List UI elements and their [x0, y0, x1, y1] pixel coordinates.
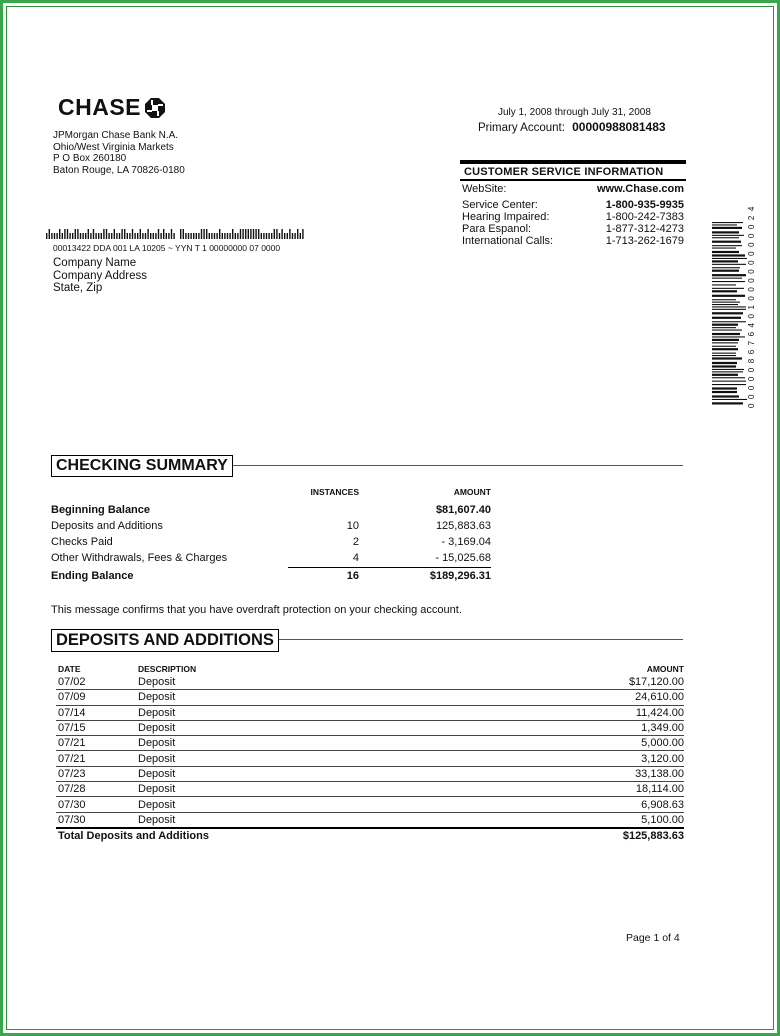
- barcode-bar: [712, 290, 737, 292]
- table-row: [56, 675, 684, 690]
- barcode-bar: [163, 229, 164, 239]
- barcode-bar: [155, 233, 156, 239]
- barcode-bar: [242, 229, 243, 239]
- barcode-bar: [712, 342, 738, 343]
- barcode-bar: [276, 229, 277, 239]
- deposits-header: [51, 629, 683, 652]
- barcode-bar: [712, 330, 742, 331]
- website-label: WebSite:: [462, 183, 507, 195]
- bank-address-line: P O Box 260180: [53, 153, 127, 164]
- row-date: 07/09: [58, 691, 86, 704]
- barcode-bar: [150, 233, 151, 239]
- chase-octagon-icon: [145, 98, 165, 118]
- barcode-bar: [147, 229, 148, 239]
- barcode-bar: [712, 312, 743, 314]
- row-date: 07/30: [58, 798, 86, 811]
- service-row: [460, 223, 686, 235]
- barcode-bar: [712, 281, 745, 282]
- barcode-bar: [712, 377, 745, 378]
- barcode-bar: [214, 233, 215, 239]
- barcode-bar: [185, 233, 186, 239]
- barcode-bar: [300, 233, 301, 239]
- barcode-bar: [250, 229, 251, 239]
- barcode-bar: [268, 233, 269, 239]
- barcode-bar: [712, 235, 744, 236]
- barcode-bar: [712, 295, 745, 297]
- barcode-bar: [201, 229, 202, 239]
- barcode-bar: [281, 229, 282, 239]
- row-date: 07/14: [58, 706, 86, 719]
- barcode-bar: [145, 233, 146, 239]
- row-amount: 24,610.00: [635, 691, 684, 704]
- barcode-bar: [196, 233, 197, 239]
- table-row: [56, 690, 684, 705]
- barcode-bar: [137, 233, 138, 239]
- barcode-bar: [206, 229, 207, 239]
- row-amount: - 3,169.04: [441, 536, 491, 548]
- row-amount: 5,000.00: [641, 737, 684, 750]
- mailing-address-line: Company Name: [53, 257, 137, 269]
- col-description: DESCRIPTION: [138, 663, 197, 674]
- section-title: CHECKING SUMMARY: [51, 455, 233, 477]
- row-amount: 5,100.00: [641, 813, 684, 826]
- barcode-bar: [712, 270, 739, 272]
- barcode-bar: [90, 233, 91, 239]
- barcode-bar: [158, 229, 159, 239]
- barcode-bar: [160, 233, 161, 239]
- row-description: Deposit: [138, 767, 176, 780]
- barcode-bar: [77, 229, 78, 239]
- page-number: Page 1 of 4: [626, 932, 680, 944]
- mailing-address-line: State, Zip: [53, 282, 103, 294]
- barcode-bar: [712, 324, 738, 326]
- row-description: Deposit: [138, 783, 176, 796]
- barcode-bar: [166, 233, 167, 239]
- barcode-bar: [237, 233, 238, 239]
- customer-service-box: [460, 160, 686, 247]
- barcode-bar: [209, 233, 210, 239]
- row-description: Deposit: [138, 813, 176, 826]
- primary-account-label: Primary Account:: [478, 122, 565, 134]
- barcode-bar: [127, 233, 128, 239]
- row-amount: 18,114.00: [635, 783, 684, 796]
- barcode-bar: [261, 233, 262, 239]
- row-date: 07/30: [58, 813, 86, 826]
- barcode-bar: [712, 391, 737, 393]
- overdraft-message: This message confirms that you have overdraft protection on your checking account.: [51, 604, 462, 616]
- postal-barcode: [46, 228, 308, 240]
- row-label: Checks Paid: [51, 536, 113, 548]
- barcode-bar: [75, 229, 76, 239]
- barcode-bar: [712, 248, 736, 249]
- barcode-bar: [119, 233, 120, 239]
- barcode-bar: [59, 229, 60, 239]
- barcode-bar: [168, 233, 169, 239]
- barcode-bar: [287, 233, 288, 239]
- mailing-address-line: Company Address: [53, 269, 147, 282]
- row-instances: 4: [352, 552, 359, 564]
- row-label: Deposits and Additions: [51, 520, 163, 532]
- side-barcode-number: 00000867640100000000024: [747, 202, 756, 408]
- primary-account: [478, 120, 666, 134]
- barcode-bar: [297, 229, 298, 239]
- website-row: [460, 183, 686, 195]
- service-label: Para Espanol:: [462, 223, 532, 235]
- barcode-bar: [229, 233, 230, 239]
- barcode-bar: [271, 233, 272, 239]
- bank-address: [53, 130, 253, 176]
- barcode-bar: [712, 336, 745, 337]
- barcode-bar: [712, 321, 746, 322]
- table-row: [56, 751, 684, 766]
- service-row: [460, 235, 686, 247]
- barcode-bar: [62, 233, 63, 239]
- table-row: [51, 518, 491, 534]
- checking-summary-header: [51, 455, 683, 477]
- barcode-bar: [712, 267, 740, 268]
- bank-address-line: Baton Rouge, LA 70826-0180: [53, 164, 185, 176]
- barcode-bar: [101, 233, 102, 239]
- barcode-bar: [712, 374, 738, 376]
- service-value: 1-713-262-1679: [605, 235, 684, 247]
- barcode-bar: [134, 233, 135, 239]
- row-date: 07/28: [58, 783, 86, 796]
- row-label: Ending Balance: [51, 570, 134, 582]
- barcode-bar: [253, 229, 254, 239]
- barcode-bar: [712, 384, 746, 385]
- table-row: [51, 502, 491, 518]
- barcode-bar: [294, 233, 295, 239]
- row-amount: 11,424.00: [635, 706, 684, 719]
- service-label: International Calls:: [462, 235, 554, 247]
- barcode-bar: [712, 260, 738, 262]
- bank-address-line: JPMorgan Chase Bank N.A.: [53, 130, 179, 141]
- barcode-bar: [235, 233, 236, 239]
- barcode-bar: [712, 222, 743, 223]
- barcode-bar: [266, 233, 267, 239]
- barcode-bar: [216, 233, 217, 239]
- barcode-bar: [142, 233, 143, 239]
- service-value: 1-800-242-7383: [605, 211, 684, 223]
- barcode-bar: [222, 233, 223, 239]
- barcode-bar: [712, 381, 746, 382]
- barcode-bar: [712, 348, 738, 350]
- col-date: DATE: [58, 663, 81, 674]
- service-row: [460, 211, 686, 223]
- barcode-bar: [712, 254, 745, 256]
- row-amount: - 15,025.68: [435, 552, 491, 564]
- barcode-bar: [51, 233, 52, 239]
- row-date: 07/21: [58, 752, 86, 765]
- row-description: Deposit: [138, 752, 176, 765]
- barcode-bar: [712, 274, 746, 276]
- barcode-bar: [232, 229, 233, 239]
- row-label: Other Withdrawals, Fees & Charges: [51, 552, 228, 564]
- row-amount: 1,349.00: [641, 722, 684, 735]
- row-description: Deposit: [138, 706, 176, 719]
- row-amount: 3,120.00: [641, 752, 684, 765]
- barcode-bar: [712, 224, 737, 225]
- col-amount: AMOUNT: [453, 487, 491, 497]
- barcode-bar: [193, 233, 194, 239]
- total-row: [56, 827, 684, 843]
- table-row: [51, 534, 491, 550]
- table-row: [56, 721, 684, 736]
- barcode-bar: [712, 362, 737, 364]
- barcode-bar: [140, 229, 141, 239]
- row-description: Deposit: [138, 691, 176, 704]
- barcode-bar: [227, 233, 228, 239]
- barcode-bar: [712, 365, 736, 367]
- bank-address-line: Ohio/West Virginia Markets: [53, 141, 174, 153]
- barcode-bar: [712, 264, 746, 265]
- barcode-bar: [56, 233, 57, 239]
- barcode-bar: [116, 233, 117, 239]
- barcode-bar: [712, 357, 742, 359]
- barcode-bar: [219, 229, 220, 239]
- row-amount: $17,120.00: [628, 676, 684, 689]
- barcode-bar: [712, 402, 743, 404]
- service-row: [460, 199, 686, 211]
- row-label: Beginning Balance: [51, 504, 151, 516]
- barcode-bar: [292, 233, 293, 239]
- barcode-bar: [712, 333, 740, 335]
- barcode-bar: [712, 306, 746, 307]
- chase-logo: [58, 94, 165, 121]
- col-instances: INSTANCES: [310, 487, 359, 497]
- row-date: 07/23: [58, 767, 86, 780]
- service-label: Hearing Impaired:: [462, 211, 550, 223]
- barcode-bar: [712, 387, 737, 389]
- customer-service-title: CUSTOMER SERVICE INFORMATION: [464, 166, 664, 178]
- barcode-bar: [712, 399, 747, 400]
- website-link[interactable]: www.Chase.com: [596, 183, 684, 195]
- barcode-bar: [712, 346, 736, 347]
- barcode-bar: [712, 302, 740, 303]
- service-value: 1-877-312-4273: [605, 223, 684, 235]
- barcode-bar: [712, 241, 741, 243]
- table-header: [56, 662, 684, 675]
- barcode-bar: [712, 237, 739, 238]
- deposits-table: [56, 662, 684, 843]
- barcode-bar: [289, 229, 290, 239]
- barcode-bar: [46, 233, 47, 239]
- barcode-bar: [712, 309, 746, 310]
- row-instances: 2: [352, 536, 359, 548]
- total-label: Total Deposits and Additions: [58, 830, 209, 843]
- barcode-bar: [67, 229, 68, 239]
- table-header: [51, 486, 491, 498]
- col-amount: AMOUNT: [646, 663, 684, 674]
- barcode-bar: [95, 233, 96, 239]
- barcode-bar: [211, 233, 212, 239]
- barcode-bar: [712, 288, 744, 289]
- brand-name: CHASE: [58, 94, 142, 120]
- barcode-bar: [258, 229, 259, 239]
- barcode-bar: [171, 229, 172, 239]
- barcode-bar: [279, 233, 280, 239]
- barcode-bar: [64, 229, 65, 239]
- side-barcode: [712, 222, 752, 406]
- barcode-bar: [712, 299, 736, 300]
- barcode-bar: [245, 229, 246, 239]
- barcode-bar: [98, 233, 99, 239]
- table-row: [56, 706, 684, 721]
- row-instances: 16: [346, 570, 359, 582]
- barcode-bar: [121, 229, 122, 239]
- table-row: [56, 736, 684, 751]
- barcode-bar: [712, 317, 741, 319]
- statement-period: July 1, 2008 through July 31, 2008: [498, 107, 651, 118]
- barcode-bar: [132, 229, 133, 239]
- barcode-bar: [712, 355, 736, 356]
- barcode-bar: [302, 229, 303, 239]
- barcode-bar: [712, 227, 742, 229]
- barcode-bar: [129, 233, 130, 239]
- row-amount: 125,883.63: [435, 520, 491, 532]
- table-row: [51, 568, 491, 584]
- barcode-bar: [255, 229, 256, 239]
- service-label: Service Center:: [462, 199, 538, 211]
- mailing-address: [53, 257, 253, 295]
- barcode-bar: [712, 395, 739, 397]
- table-row: [56, 782, 684, 797]
- table-row: [56, 813, 684, 827]
- barcode-bar: [183, 229, 184, 239]
- table-row: [51, 550, 491, 566]
- barcode-bar: [80, 233, 81, 239]
- barcode-bar: [180, 229, 181, 239]
- checking-summary-table: [51, 486, 491, 584]
- barcode-bar: [274, 229, 275, 239]
- barcode-bar: [712, 371, 743, 372]
- barcode-bar: [712, 278, 742, 279]
- barcode-bar: [198, 233, 199, 239]
- barcode-bar: [712, 369, 744, 370]
- barcode-bar: [85, 233, 86, 239]
- barcode-bar: [124, 229, 125, 239]
- row-date: 07/21: [58, 737, 86, 750]
- barcode-bar: [69, 233, 70, 239]
- barcode-bar: [712, 284, 736, 285]
- barcode-bar: [188, 233, 189, 239]
- row-amount: $189,296.31: [429, 570, 491, 582]
- barcode-bar: [49, 229, 50, 239]
- section-title: DEPOSITS AND ADDITIONS: [51, 629, 279, 652]
- barcode-bar: [54, 233, 55, 239]
- row-amount: 33,138.00: [635, 767, 684, 780]
- barcode-bar: [153, 233, 154, 239]
- divider: [460, 179, 686, 181]
- barcode-bar: [263, 233, 264, 239]
- scan-line: 00013422 DDA 001 LA 10205 ~ YYN T 1 00000000 07 0000: [53, 243, 281, 253]
- primary-account-number: 00000988081483: [572, 120, 666, 134]
- barcode-bar: [203, 229, 204, 239]
- barcode-bar: [103, 229, 104, 239]
- barcode-bar: [190, 233, 191, 239]
- barcode-bar: [712, 339, 739, 341]
- row-description: Deposit: [138, 676, 176, 689]
- row-description: Deposit: [138, 798, 176, 811]
- row-description: Deposit: [138, 722, 176, 735]
- barcode-bar: [712, 304, 738, 305]
- service-value: 1-800-935-9935: [605, 199, 684, 211]
- barcode-bar: [106, 229, 107, 239]
- barcode-bar: [114, 229, 115, 239]
- barcode-bar: [712, 353, 736, 354]
- barcode-bar: [240, 229, 241, 239]
- table-row: [56, 767, 684, 782]
- row-date: 07/02: [58, 676, 86, 689]
- barcode-bar: [82, 233, 83, 239]
- table-row: [56, 797, 684, 812]
- barcode-bar: [248, 229, 249, 239]
- barcode-bar: [712, 231, 739, 233]
- row-amount: 6,908.63: [641, 798, 684, 811]
- row-description: Deposit: [138, 737, 176, 750]
- barcode-bar: [712, 258, 747, 259]
- barcode-bar: [173, 233, 174, 239]
- row-instances: 10: [346, 520, 359, 532]
- barcode-bar: [88, 229, 89, 239]
- barcode-bar: [72, 233, 73, 239]
- barcode-bar: [111, 233, 112, 239]
- barcode-bar: [93, 229, 94, 239]
- barcode-bar: [712, 245, 742, 246]
- row-amount: $81,607.40: [435, 504, 491, 516]
- barcode-bar: [284, 233, 285, 239]
- barcode-bar: [108, 233, 109, 239]
- total-amount: $125,883.63: [622, 830, 684, 843]
- barcode-bar: [712, 251, 739, 253]
- barcode-bar: [712, 327, 736, 328]
- barcode-bar: [224, 233, 225, 239]
- row-date: 07/15: [58, 722, 86, 735]
